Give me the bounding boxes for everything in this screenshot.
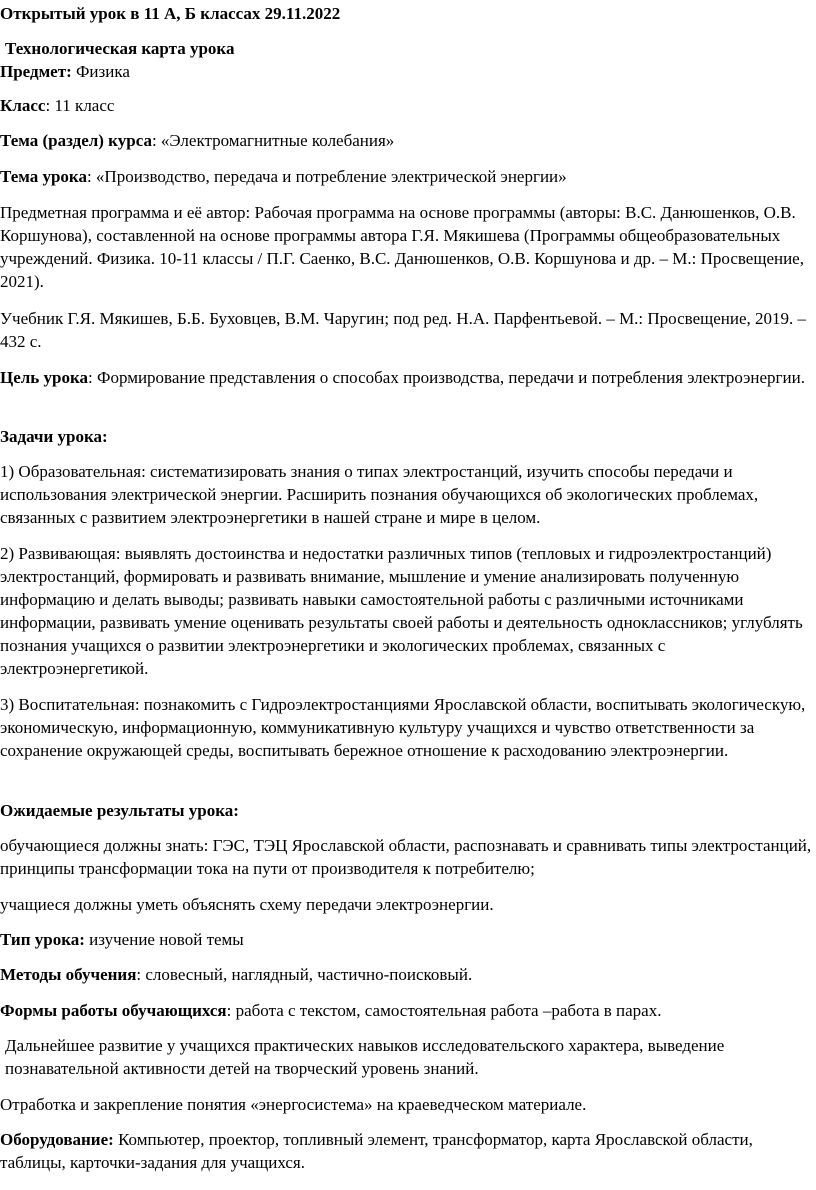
results-heading: Ожидаемые результаты урока: (0, 801, 239, 820)
goal-label: Цель урока (0, 368, 89, 387)
task-item-3: 3) Воспитательная: познакомить с Гидроэлектростанциями Ярославской области, воспитывать экологическую, экономическую, информационную, коммуникативную культуру учащихся и чувство ответственности за сохранение окружающей среды, воспитывать бережное отношение к расходованию электроэнергии. (0, 695, 806, 760)
development-paragraph: Дальнейшее развитие у учащихся практических навыков исследовательского характера, выведение познавательной активности детей на творческий уровень знаний. (5, 1036, 725, 1078)
results-can: учащиеся должны уметь объяснять схему передачи электроэнергии. (0, 895, 494, 914)
work-forms-label: Формы работы обучающихся (0, 1001, 227, 1020)
subject-value: Физика (71, 62, 130, 81)
goal-value: : Формирование представления о способах производства, передачи и потребления электроэнергии. (88, 368, 805, 387)
lesson-type-label: Тип урока: (0, 930, 85, 949)
course-topic-line (0, 129, 812, 152)
work-forms-value: : работа с текстом, самостоятельная работа –работа в парах. (226, 1001, 662, 1020)
textbook-paragraph: Учебник Г.Я. Мякишев, Б.Б. Буховцев, В.М. Чаругин; под ред. Н.А. Парфентьевой. – М.: Просвещение, 2019. – 432 с. (0, 309, 806, 351)
lesson-topic-label: Тема урока (0, 167, 87, 186)
program-paragraph: Предметная программа и её автор: Рабочая программа на основе программы (авторы: В.С. Данюшенков, О.В. Коршунова), составленной на основе программы автора Г.Я. Мякишева (Программы общеобразовательных учреждений. Физика. 10-11 классы / П.Г. Саенко, В.С. Данюшенков, О.В. Коршунова и др. – М.: Просвещение, 2021). (0, 203, 804, 291)
lesson-type-value: изучение новой темы (84, 930, 244, 949)
reinforcement-paragraph: Отработка и закрепление понятия «энергосистема» на краеведческом материале. (0, 1095, 587, 1114)
methods-label: Методы обучения (0, 965, 137, 984)
methods-value: : словесный, наглядный, частично-поисковый. (136, 965, 473, 984)
task-item-1: 1) Образовательная: систематизировать знания о типах электростанций, изучить способы передачи и использования электрической энергии. Расширить познания обучающихся об экологических проблемах, связанных с развитием электроэнергетики в нашей стране и мире в целом. (0, 462, 759, 527)
lesson-topic-line (0, 165, 812, 188)
equipment-paragraph (0, 1128, 812, 1174)
lesson-topic-value: : «Производство, передача и потребление электрической энергии» (86, 167, 567, 186)
work-forms-line (0, 999, 812, 1022)
results-know: обучающиеся должны знать: ГЭС, ТЭЦ Ярославской области, распознавать и сравнивать типы электростанций, принципы трансформации тока на пути от производителя к потребителю; (0, 836, 812, 878)
subject-line (0, 60, 812, 83)
grade-line (0, 94, 812, 117)
task-item-2: 2) Развивающая: выявлять достоинства и недостатки различных типов (тепловых и гидроэлектростанций) электростанций, формировать и развивать внимание, мышление и умение анализировать полученную информацию и делать выводы; развивать навыки самостоятельной работы с различными источниками информации, развивать умение оценивать результаты своей работы и деятельность одноклассников; углублять познания учащихся о развитии электроэнергетики и экологических проблемах, связанных с электроэнергетикой. (0, 544, 803, 678)
methods-line (0, 963, 812, 986)
course-topic-label: Тема (раздел) курса (0, 131, 152, 150)
equipment-label: Оборудование: (0, 1130, 114, 1149)
goal-paragraph (0, 366, 812, 389)
course-topic-value: : «Электромагнитные колебания» (151, 131, 395, 150)
lesson-type-line (0, 928, 812, 951)
grade-value: : 11 класс (45, 96, 115, 115)
equipment-value: Компьютер, проектор, топливный элемент, трансформатор, карта Ярославской области, таблицы, карточки-задания для учащихся. (0, 1130, 753, 1172)
subject-label: Предмет: (0, 62, 72, 81)
grade-label: Класс (0, 96, 46, 115)
tech-card-title: Технологическая карта урока (5, 39, 235, 58)
tasks-heading: Задачи урока: (0, 427, 108, 446)
open-lesson-heading: Открытый урок в 11 А, Б классах 29.11.2022 (0, 4, 341, 23)
